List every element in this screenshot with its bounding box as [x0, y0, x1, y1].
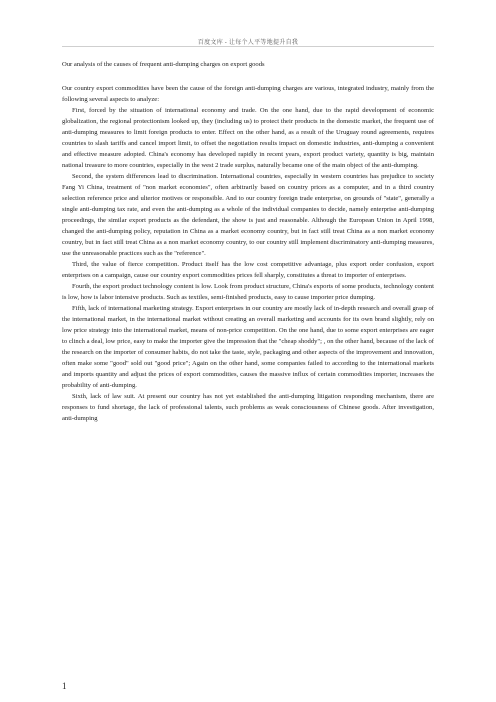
- paragraph-intro: Our country export commodities have been the cause of the foreign anti-dumping charges are various, integrated industry, mainly from the following several aspects to analyze:: [62, 85, 434, 103]
- header-divider: [62, 46, 434, 47]
- document-title: Our analysis of the causes of frequent anti-dumping charges on export goods: [62, 61, 265, 68]
- paragraph-fourth-reason: Fourth, the export product technology content is low. Look from product structure, China's exports of some products, technology content is low, how is labor intensive products. Such as textiles, semi-finished products, easy to cause importer price dumping.: [62, 283, 434, 301]
- page-header: 百度文库 - 让每个人平等地提升自我: [197, 40, 299, 46]
- page-number: 1: [62, 681, 67, 691]
- paragraph-first-reason: First, forced by the situation of international economy and trade. On the one hand, due to the rapid development of economic globalization, the regional protectionism looked up, they (including us) to protect their products in the domestic market, the frequent use of anti-dumping measures to limit foreign products to enter. Effect on the other hand, as a result of the Uruguay round agreements, requires countries to slash tariffs and cancel import limit, to offset the negotiation results impact on domestic industries, anti-dumping a convenient and effective measure adopted. China's economy has developed rapidly in recent years, export product variety, quantity is big, maintain national treasure to more countries, especially in the west 2 trade surplus, naturally became one of the main object of the anti-dumping.: [62, 107, 434, 169]
- paragraph-second-reason: Second, the system differences lead to discrimination. International countries, especially in western countries has prejudice to society Fang Yi China, treatment of "non market economies", often arbitrarily based on country prices as a computer, and in a third country selection reference price and ulterior motives or responsible. And to our country foreign trade enterprise, on grounds of "state", generally a single anti-dumping tax rate, and even the anti-dumping as a whole of the individual companies to decide, namely enterprise anti-dumping proceedings, the similar export products as the defendant, the show is just and reasonable. Although the European Union in April 1998, changed the anti-dumping policy, reputation in China as a market economy country, but in fact still treat China as a non market economy country, but in fact still treat China as a non market economy country, to our country still implement discriminatory anti-dumping measures, use the unreasonable practices such as the "reference".: [62, 173, 434, 257]
- paragraph-fifth-reason: Fifth, lack of international marketing strategy. Export enterprises in our country are mostly lack of in-depth research and overall grasp of the international market, in the international market without creating an overall marketing and accounts for its own brand slightly, rely on low price strategy into the international market, means of non-price competition. On the one hand, due to some export enterprises are eager to clinch a deal, low price, easy to make the importer give the impression that the "cheap shoddy"; , on the other hand, because of the lack of the research on the importer of consumer habits, do not take the taste, style, packaging and other aspects of the improvement and innovation, often make some "good" sold out "good price"; Again on the other hand, some companies failed to according to the international markets and imports quantity and adjust the prices of export commodities, causes the massive influx of certain commodities importer, increases the probability of anti-dumping.: [62, 305, 434, 389]
- document-body: [62, 60, 434, 424]
- paragraph-sixth-reason: Sixth, lack of law suit. At present our country has not yet established the anti-dumping litigation responding mechanism, there are responses to fund shortage, the lack of professional talents, such problems as weak consciousness of Chinese goods. After investigation, anti-dumping: [62, 393, 434, 422]
- paragraph-third-reason: Third, the value of fierce competition. Product itself has the low cost competitive advantage, plus export order confusion, export enterprises on a campaign, cause our country export commodities prices fell sharply, constitutes a threat to importer of enterprises.: [62, 261, 434, 279]
